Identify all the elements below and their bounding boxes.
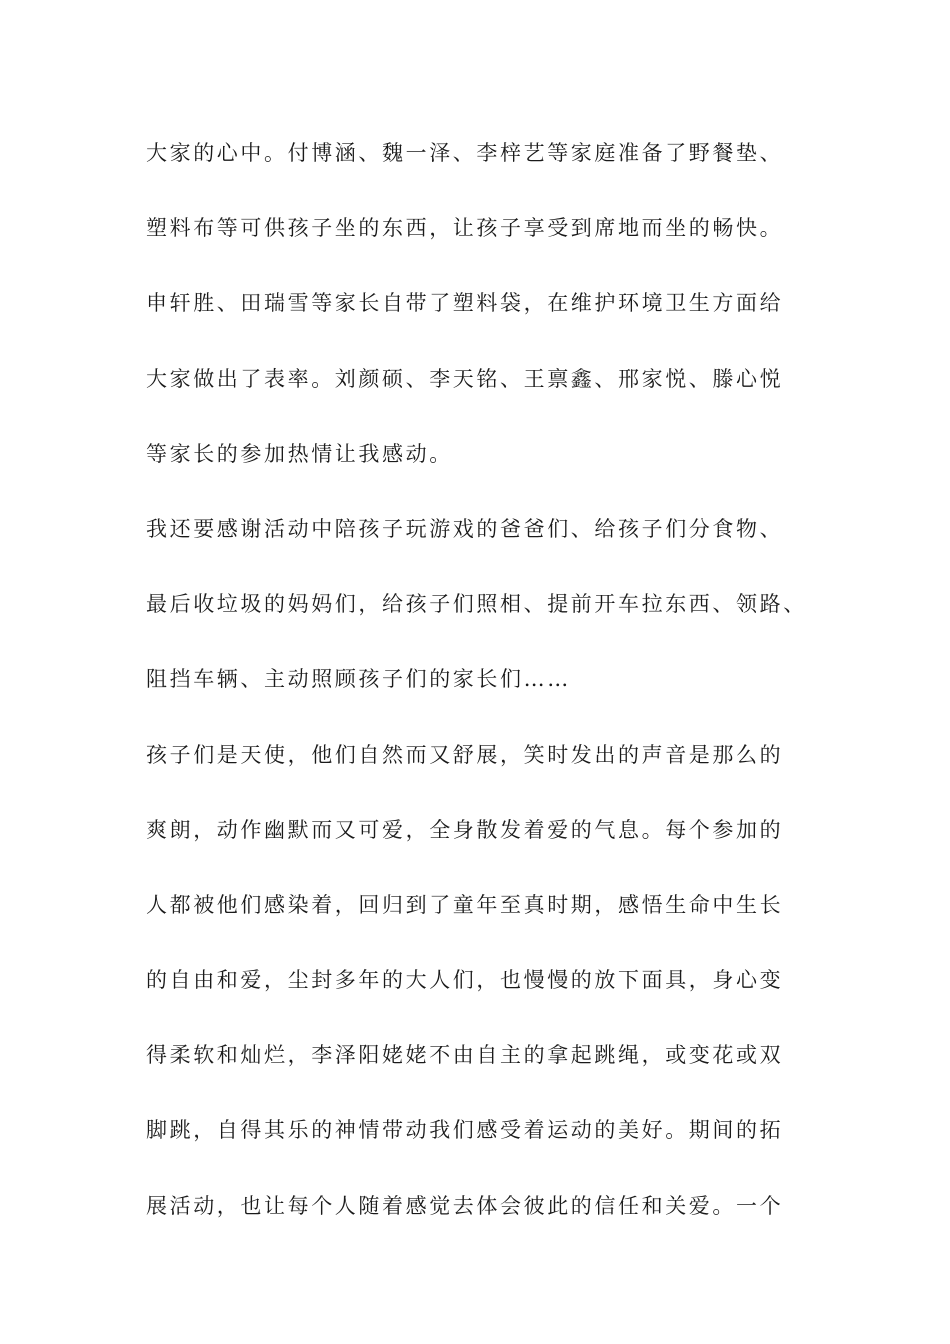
text-line: 孩子们是天使，他们自然而又舒展，笑时发出的声音是那么的 bbox=[146, 742, 784, 767]
text-line: 大家做出了表率。刘颜硕、李天铭、王禀鑫、邢家悦、滕心悦 bbox=[146, 366, 784, 391]
text-line: 阻挡车辆、主动照顾孩子们的家长们…… bbox=[146, 667, 571, 692]
text-line: 申轩胜、田瑞雪等家长自带了塑料袋，在维护环境卫生方面给 bbox=[146, 291, 784, 316]
text-line: 的自由和爱，尘封多年的大人们，也慢慢的放下面具，身心变 bbox=[146, 968, 784, 993]
text-line: 大家的心中。付博涵、魏一泽、李梓艺等家庭准备了野餐垫、 bbox=[146, 141, 784, 165]
text-line: 得柔软和灿烂，李泽阳姥姥不由自主的拿起跳绳，或变花或双 bbox=[146, 1043, 784, 1068]
text-line: 脚跳，自得其乐的神情带动我们感受着运动的美好。期间的拓 bbox=[146, 1118, 784, 1143]
text-line: 我还要感谢活动中陪孩子玩游戏的爸爸们、给孩子们分食物、 bbox=[146, 516, 784, 541]
text-line: 爽朗，动作幽默而又可爱，全身散发着爱的气息。每个参加的 bbox=[146, 817, 784, 842]
text-line: 展活动，也让每个人随着感觉去体会彼此的信任和关爱。一个 bbox=[146, 1193, 784, 1218]
body-text bbox=[146, 130, 836, 1258]
text-line: 最后收垃圾的妈妈们，给孩子们照相、提前开车拉东西、领路、 bbox=[146, 592, 807, 617]
text-line: 人都被他们感染着，回归到了童年至真时期，感悟生命中生长 bbox=[146, 892, 784, 917]
text-line: 塑料布等可供孩子坐的东西，让孩子享受到席地而坐的畅快。 bbox=[146, 216, 784, 241]
text-line: 等家长的参加热情让我感动。 bbox=[146, 441, 453, 466]
